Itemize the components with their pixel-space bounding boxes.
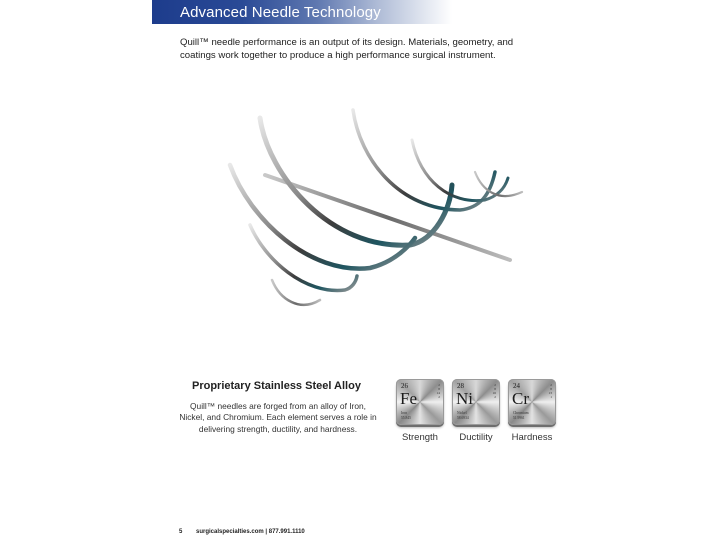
curved-needle — [272, 280, 320, 305]
curved-needle — [260, 118, 452, 245]
page-number: 5 — [179, 529, 183, 535]
section-title: Advanced Needle Technology — [180, 4, 381, 21]
element-symbol: Cr — [512, 389, 529, 408]
element-symbol: Fe — [400, 389, 417, 408]
alloy-description: Quill™ needles are forged from an alloy of Iron, Nickel, and Chromium. Each element serves a role in delivering strength, ductility, and hardness. — [179, 401, 377, 434]
electron-shells: 2 8 14 2 — [436, 383, 440, 399]
element-caption: Hardness — [511, 432, 553, 443]
atomic-number: 26 — [401, 382, 408, 390]
element-tile-iron — [394, 379, 446, 449]
footer-contact: surgicalspecialties.com | 877.991.1110 — [196, 529, 305, 535]
element-caption: Ductility — [459, 432, 493, 443]
element-tile-chromium — [506, 379, 558, 449]
straight-needle — [265, 175, 510, 260]
element-name: Nickel — [457, 411, 467, 415]
page-footer — [179, 529, 305, 535]
periodic-tile — [508, 379, 556, 425]
periodic-tile — [452, 379, 500, 425]
atomic-mass: 55.845 — [401, 416, 411, 420]
periodic-tile — [396, 379, 444, 425]
element-name: Iron — [401, 411, 407, 415]
element-tile-nickel — [450, 379, 502, 449]
atomic-mass: 51.9961 — [513, 416, 525, 420]
atomic-number: 28 — [457, 382, 464, 390]
electron-shells: 2 8 13 1 — [548, 383, 552, 399]
electron-shells: 2 8 16 2 — [492, 383, 496, 399]
element-symbol: Ni — [456, 389, 473, 408]
alloy-heading: Proprietary Stainless Steel Alloy — [192, 380, 361, 392]
atomic-mass: 58.6934 — [457, 416, 469, 420]
element-caption: Strength — [402, 432, 438, 443]
curved-needle — [412, 140, 508, 201]
element-tiles — [394, 379, 559, 449]
element-name: Chromium — [513, 411, 529, 415]
curved-needle — [353, 110, 495, 210]
needles-illustration — [220, 100, 530, 320]
curved-needle — [250, 225, 357, 290]
atomic-number: 24 — [513, 382, 520, 390]
intro-paragraph: Quill™ needle performance is an output of its design. Materials, geometry, and coatings work together to produce a high performance surgical instrument. — [180, 37, 514, 61]
